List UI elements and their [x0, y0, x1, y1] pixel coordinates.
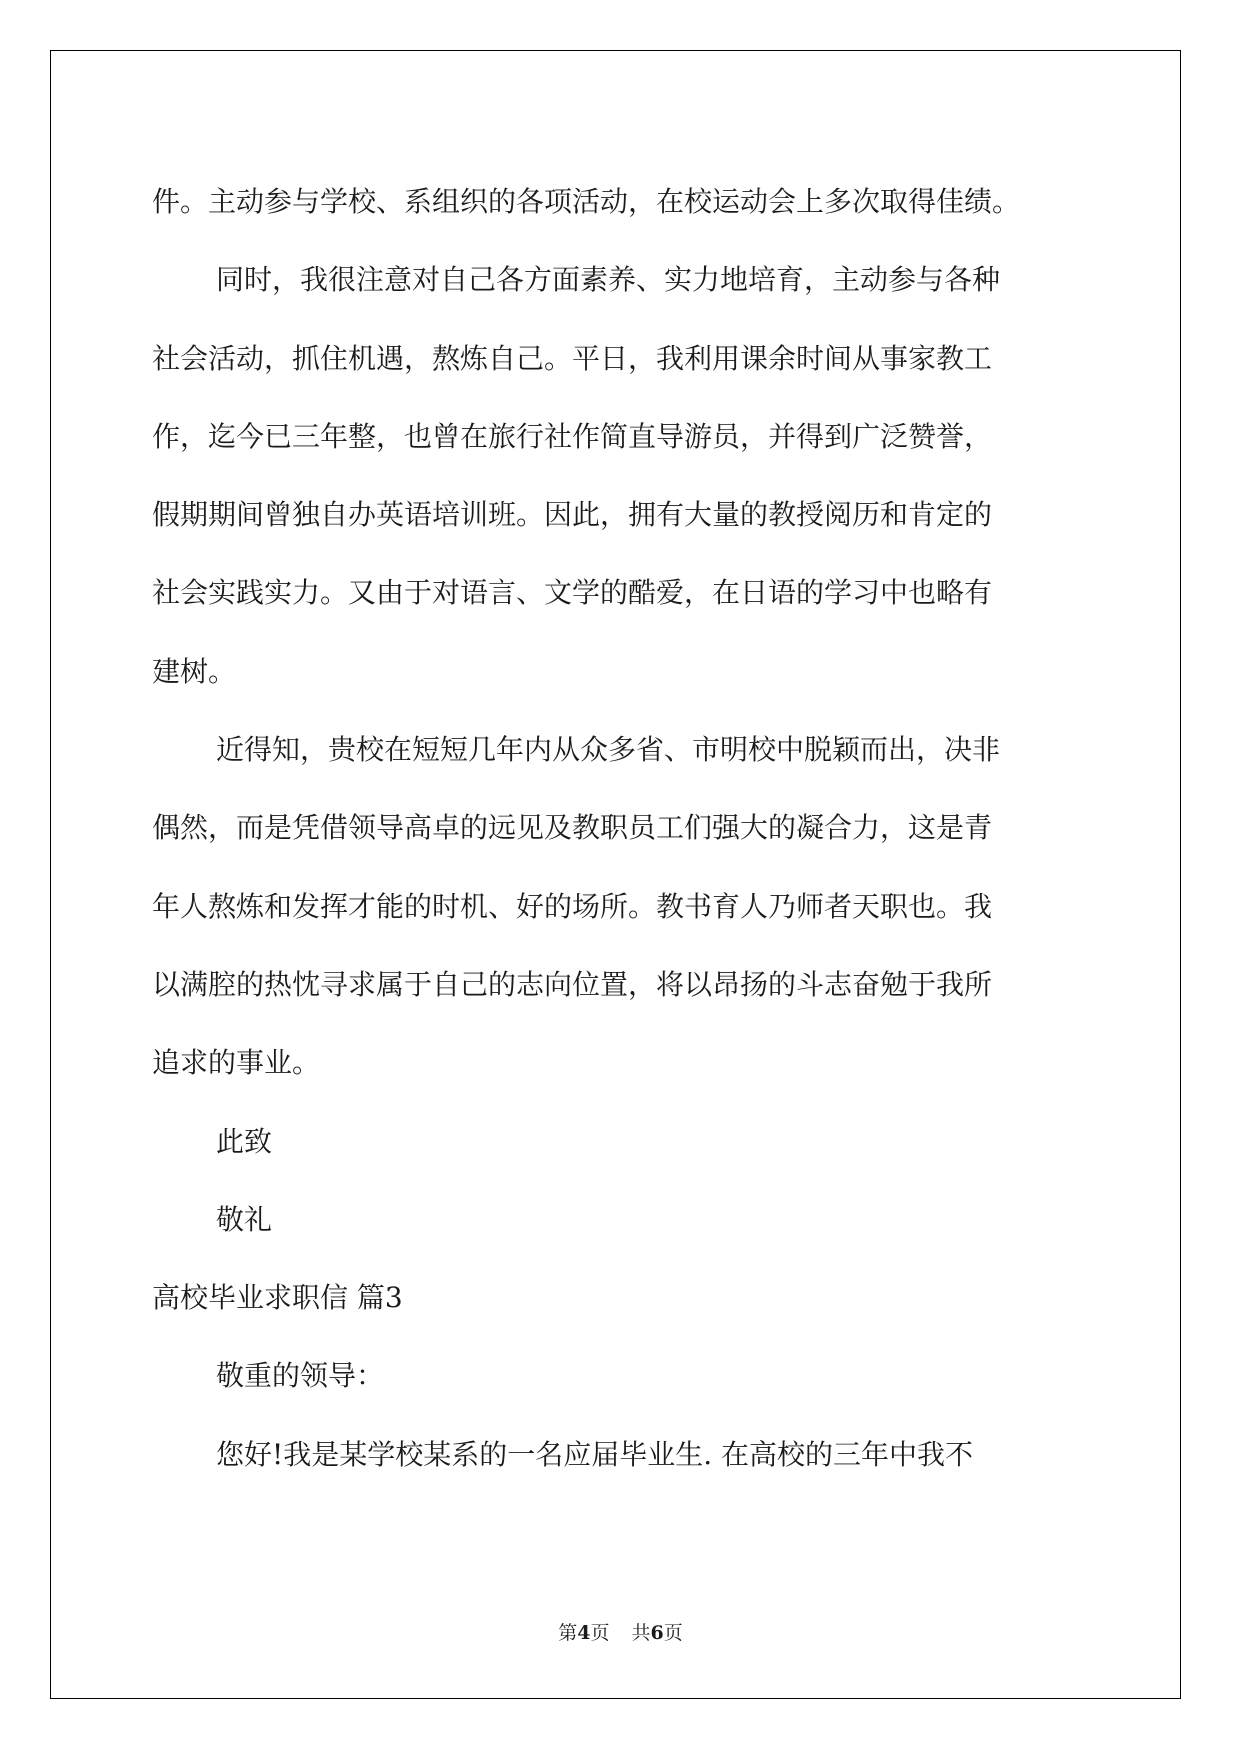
paragraph-line: 假期期间曾独自办英语培训班。因此，拥有大量的教授阅历和肯定的: [152, 498, 993, 532]
paragraph-line: 以满腔的热忱寻求属于自己的志向位置，将以昂扬的斗志奋勉于我所: [152, 967, 993, 1001]
paragraph-line: 偶然，而是凭借领导高卓的远见及教职员工们强大的凝合力，这是青: [152, 811, 993, 845]
letter-greeting: 敬重的领导：: [216, 1359, 385, 1393]
paragraph-line: 社会活动，抓住机遇，熬炼自己。平日，我利用课余时间从事家教工: [152, 341, 993, 375]
paragraph-line: 同时，我很注意对自己各方面素养、实力地培育，主动参与各种: [216, 263, 1001, 297]
paragraph-line: 作，迄今已三年整，也曾在旅行社作简直导游员，并得到广泛赞誉，: [152, 419, 993, 453]
footer-total-unit: 页: [663, 1622, 683, 1644]
paragraph-line: 您好!我是某学校某系的一名应届毕业生. 在高校的三年中我不: [216, 1437, 974, 1471]
paragraph-line: 追求的事业。: [152, 1046, 321, 1080]
closing-regards: 敬礼: [216, 1202, 273, 1236]
paragraph-line: 件。主动参与学校、系组织的各项活动，在校运动会上多次取得佳绩。: [152, 185, 1021, 218]
paragraph-line: 年人熬炼和发挥才能的时机、好的场所。教书育人乃师者天职也。我: [152, 889, 993, 923]
paragraph-line: 社会实践实力。又由于对语言、文学的酷爱，在日语的学习中也略有: [152, 576, 993, 610]
footer-current-page: 4: [577, 1622, 591, 1644]
paragraph-line: 建树。: [152, 654, 237, 688]
footer-page-unit: 页: [590, 1622, 610, 1644]
paragraph-line: 近得知，贵校在短短几年内从众多省、市明校中脱颖而出，决非: [216, 733, 1001, 767]
footer-total-prefix: 共: [631, 1622, 651, 1644]
closing-salutation: 此致: [216, 1124, 273, 1158]
section-heading: 高校毕业求职信 篇3: [152, 1281, 403, 1315]
footer-total-pages: 6: [650, 1622, 664, 1644]
footer-page-prefix: 第: [558, 1622, 578, 1644]
page-footer: [0, 1618, 1241, 1645]
document-body: [152, 163, 1082, 1494]
